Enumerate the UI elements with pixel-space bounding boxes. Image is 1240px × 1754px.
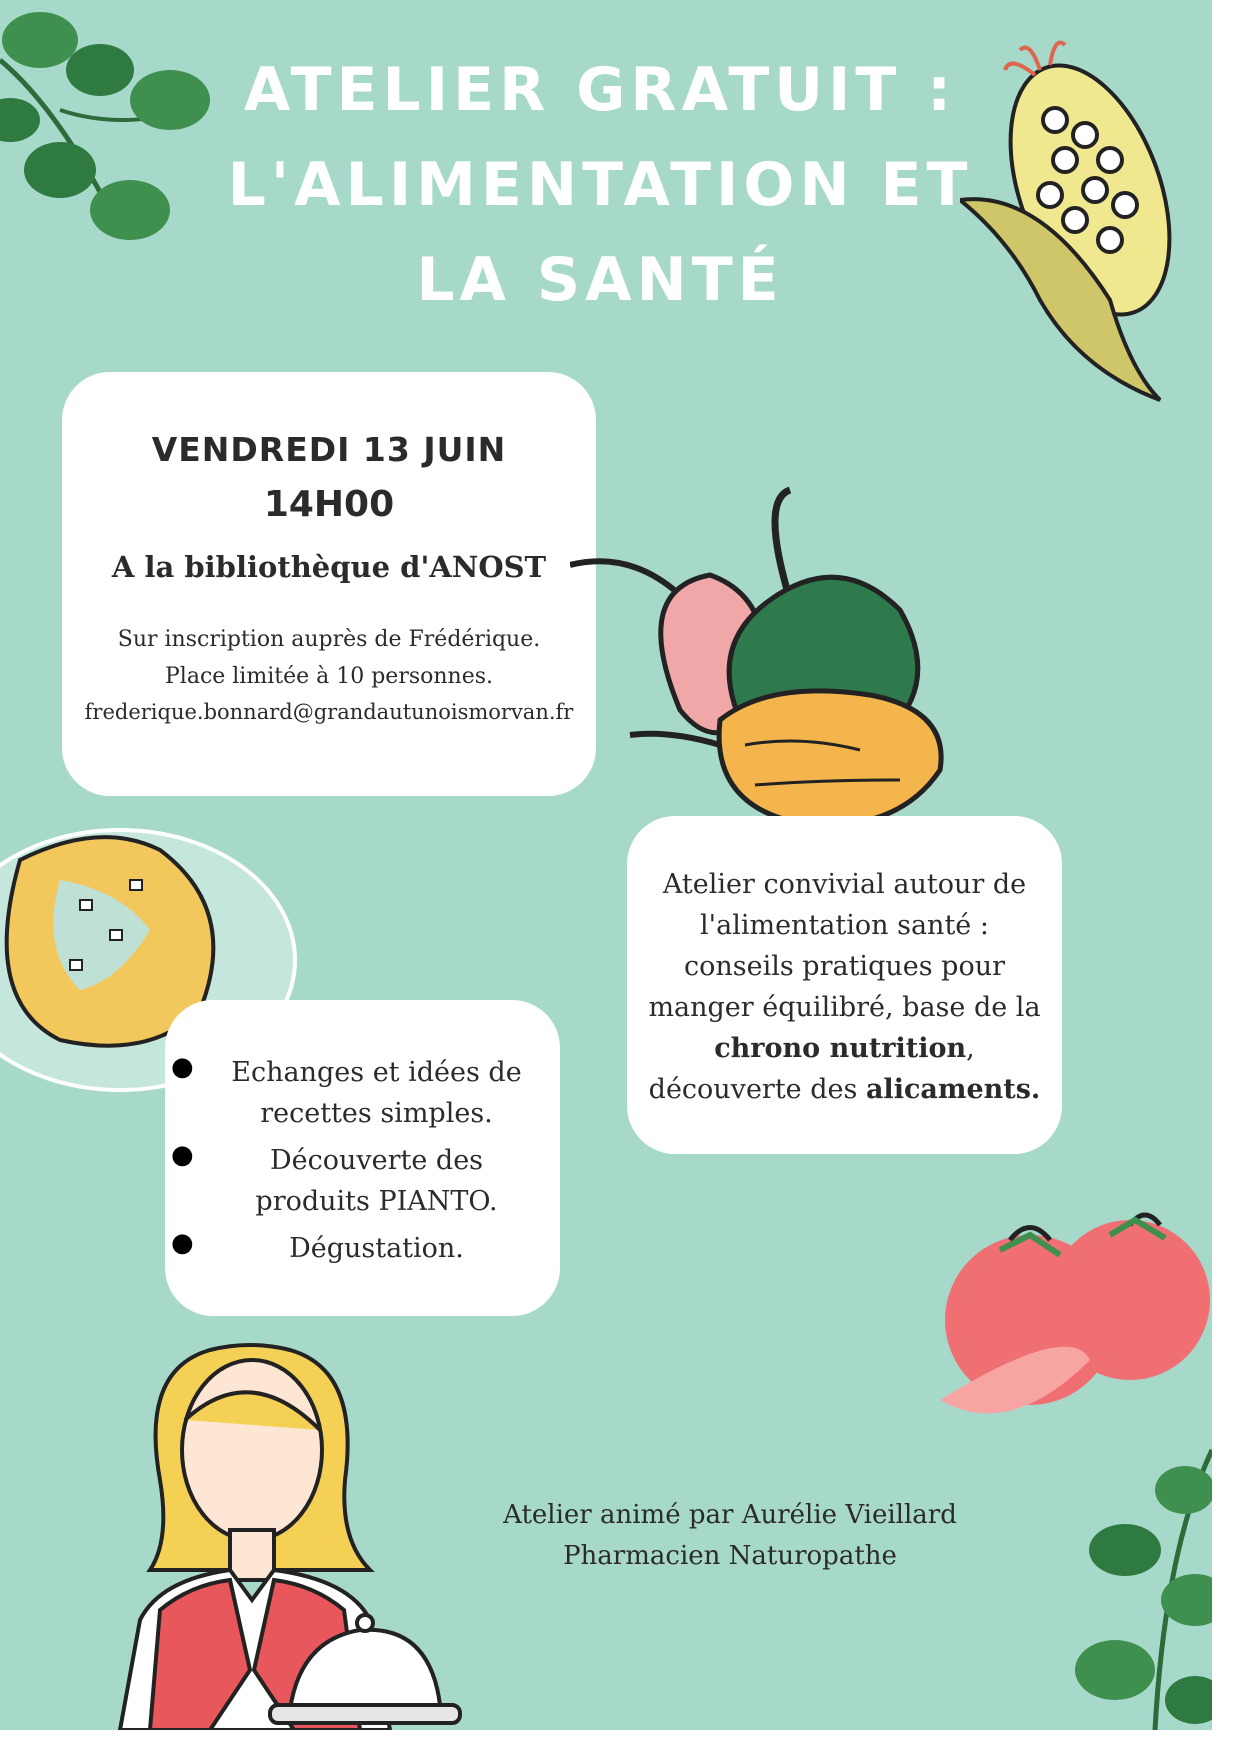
host-title: Pharmacien Naturopathe — [563, 1541, 897, 1571]
limit-text: Place limitée à 10 personnes. — [164, 664, 494, 689]
tomatoes-illustration — [930, 1210, 1212, 1440]
bullet-icon: ● — [171, 1140, 194, 1170]
event-info-card — [62, 372, 596, 796]
description-part-1: Atelier convivial autour de l'alimentation santé : conseils pratiques pour manger équilibré, base de la — [648, 869, 1041, 1023]
list-item — [171, 1140, 542, 1222]
bullet-icon: ● — [171, 1228, 194, 1258]
description-bold-2: alicaments. — [865, 1074, 1041, 1105]
event-place: A la bibliothèque d'ANOST — [111, 550, 547, 584]
description-bold-1: chrono nutrition — [714, 1033, 967, 1064]
leaf-illustration — [1045, 1430, 1212, 1730]
contact-email[interactable]: frederique.bonnard@grandautunoismorvan.fr — [84, 700, 574, 724]
activities-list — [171, 1052, 542, 1269]
list-item — [171, 1228, 542, 1269]
title-line-1: ATELIER GRATUIT : — [243, 55, 957, 125]
event-time: 14H00 — [263, 484, 395, 525]
event-date: VENDREDI 13 JUIN — [151, 430, 507, 469]
host-name: Atelier animé par Aurélie Vieillard — [503, 1500, 957, 1530]
bullet-icon: ● — [171, 1052, 194, 1082]
peppers-illustration — [570, 480, 1010, 850]
registration-text: Sur inscription auprès de Frédérique. — [117, 627, 541, 652]
waitress-illustration — [90, 1340, 510, 1730]
title-line-2: L'ALIMENTATION ET — [227, 150, 973, 220]
title-line-3: LA SANTÉ — [416, 245, 784, 315]
activity-text: Découverte des produits PIANTO. — [255, 1145, 498, 1217]
activity-text: Echanges et idées de recettes simples. — [231, 1057, 522, 1129]
description-text — [647, 864, 1042, 1110]
activities-card — [165, 1000, 560, 1316]
list-item — [171, 1052, 542, 1134]
activity-text: Dégustation. — [289, 1233, 464, 1264]
description-card — [627, 816, 1062, 1154]
description-part-2: , découverte des — [648, 1033, 975, 1105]
